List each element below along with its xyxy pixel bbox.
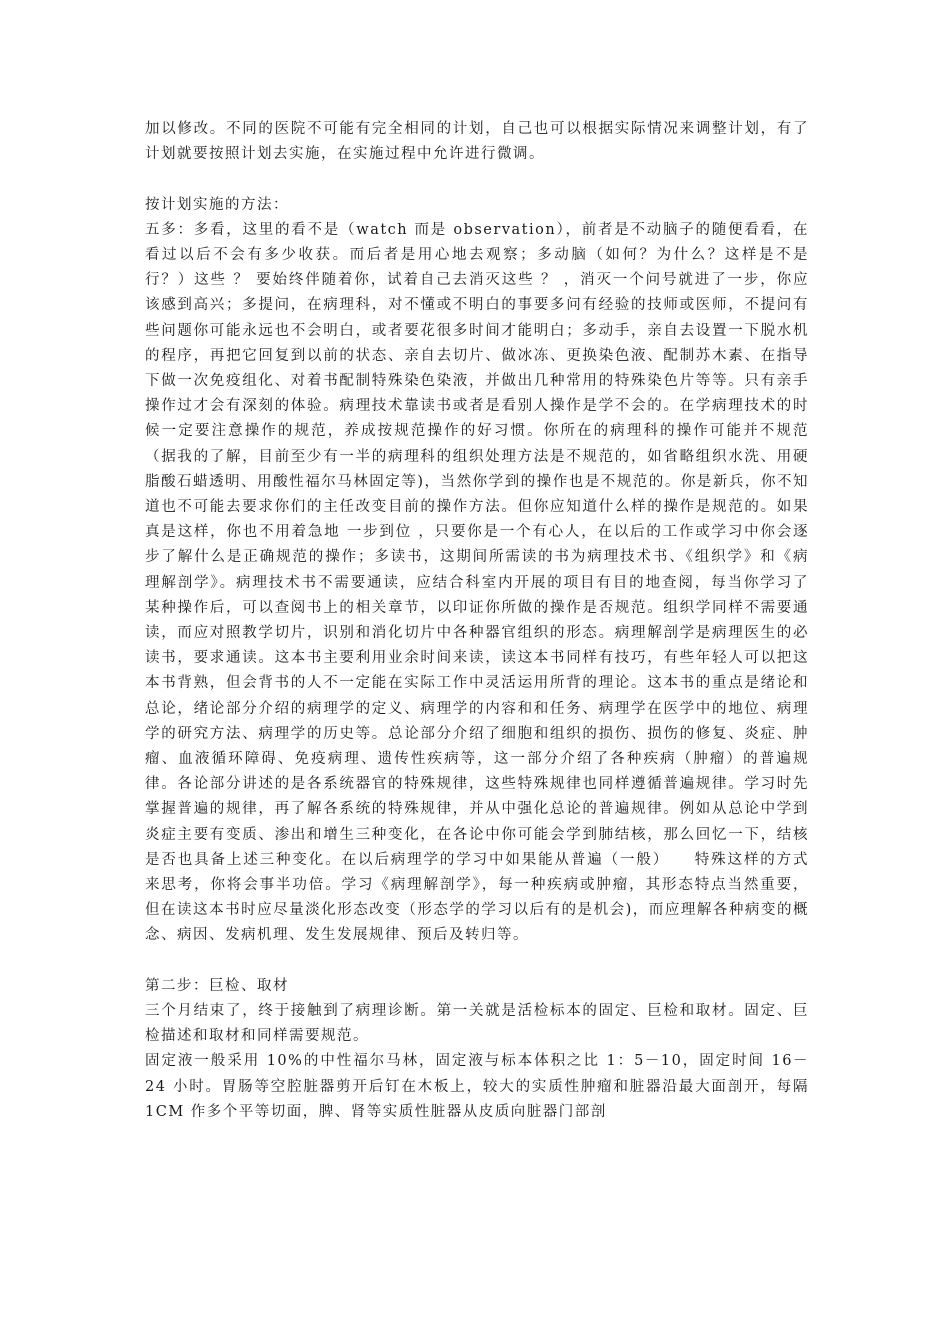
paragraph-five-mores: 五多：多看，这里的看不是（watch 而是 observation），前者是不动脑子的随便看看，在看过以后不会有多少收获。而后者是用心地去观察；多动脑（如何？为什么？这样是不是行？）这些 ？ 要始终伴随着你，试着自己去消灭这些 ？ ，消灭一个问号就进了一步，你应该感到高兴；多提问，在病理科，对不懂或不明白的事要多问有经验的技师或医师，不提问有些问题你可能永远也不会明白，或者要花很多时间才能明白；多动手，亲自去设置一下脱水机的程序，再把它回复到以前的状态、亲自去切片、做冰冻、更换染色液、配制苏木素、在指导下做一次免疫组化、对着书配制特殊染色染液，并做出几种常用的特殊染色片等等。只有亲手操作过才会有深刻的体验。病理技术靠读书或者是看别人操作是学不会的。在学病理技术的时候一定要注意操作的规范，养成按规范操作的好习惯。你所在的病理科的操作可能并不规范（据我的了解，目前至少有一半的病理科的组织处理方法是不规范的，如省略组织水洗、用硬脂酸石蜡透明、用酸性福尔马林固定等)，当然你学到的操作也是不规范的。你是新兵，你不知道也不可能去要求你们的主任改变目前的操作方法。但你应知道什么样的操作是规范的。如果真是这样，你也不用着急地 一步到位 ，只要你是一个有心人，在以后的工作或学习中你会逐步了解什么是正确规范的操作；多读书，这期间所需读的书为病理技术书、《组织学》和《病理解剖学》。病理技术书不需要通读，应结合科室内开展的项目有目的地查阅，每当你学习了某种操作后，可以查阅书上的相关章节，以印证你所做的操作是否规范。组织学同样不需要通读，而应对照教学切片，识别和消化切片中各种器官组织的形态。病理解剖学是病理医生的必读书，要求通读。这本书主要利用业余时间来读，读这本书同样有技巧，有些年轻人可以把这本书背熟，但会背书的人不一定能在实际工作中灵活运用所背的理论。这本书的重点是绪论和总论，绪论部分介绍的病理学的定义、病理学的内容和和任务、病理学在医学中的地位、病理学的研究方法、病理学的历史等。总论部分介绍了细胞和组织的损伤、损伤的修复、炎症、肿瘤、血液循环障碍、免疫病理、遗传性疾病等，这一部分介绍了各种疾病（肿瘤）的普遍规律。各论部分讲述的是各系统器官的特殊规律，这些特殊规律也同样遵循普遍规律。学习时先掌握普遍的规律，再了解各系统的特殊规律，并从中强化总论的普遍规律。例如从总论中学到炎症主要有变质、渗出和增生三种变化，在各论中你可能会学到肺结核，那么回忆一下，结核是否也具备上述三种变化。在以后病理学的学习中如果能从普遍（一般） 特殊这样的方式来思考，你将会事半功倍。学习《病理解剖学》，每一种疾病或肿瘤，其形态特点当然重要，但在读这本书时应尽量淡化形态改变（形态学的学习以后有的是机会)，而应理解各种病变的概念、病因、发病机理、发生发展规律、预后及转归等。 [145,221,809,944]
document-page [145,117,809,1125]
paragraph-diagnosis-intro: 三个月结束了，终于接触到了病理诊断。第一关就是活检标本的固定、巨检和取材。固定、巨检描述和取材和同样需要规范。 [145,1003,809,1045]
heading-step-two: 第二步：巨检、取材 [145,977,289,994]
paragraph-fixation: 固定液一般采用 10%的中性福尔马林，固定液与标本体积之比 1：5－10，固定时间 16－24 小时。胃肠等空腔脏器剪开后钉在木板上，较大的实质性肿瘤和脏器沿最大面剖开，每隔 1CM 作多个平等切面，脾、肾等实质性脏器从皮质向脏器门部剖 [145,1053,809,1120]
paragraph-plan-revision: 加以修改。不同的医院不可能有完全相同的计划，自己也可以根据实际情况来调整计划，有了计划就要按照计划去实施，在实施过程中允许进行微调。 [145,121,809,163]
paragraph-gap [145,949,809,974]
paragraph-gap [145,167,809,192]
heading-implementation-method: 按计划实施的方法： [145,196,289,213]
